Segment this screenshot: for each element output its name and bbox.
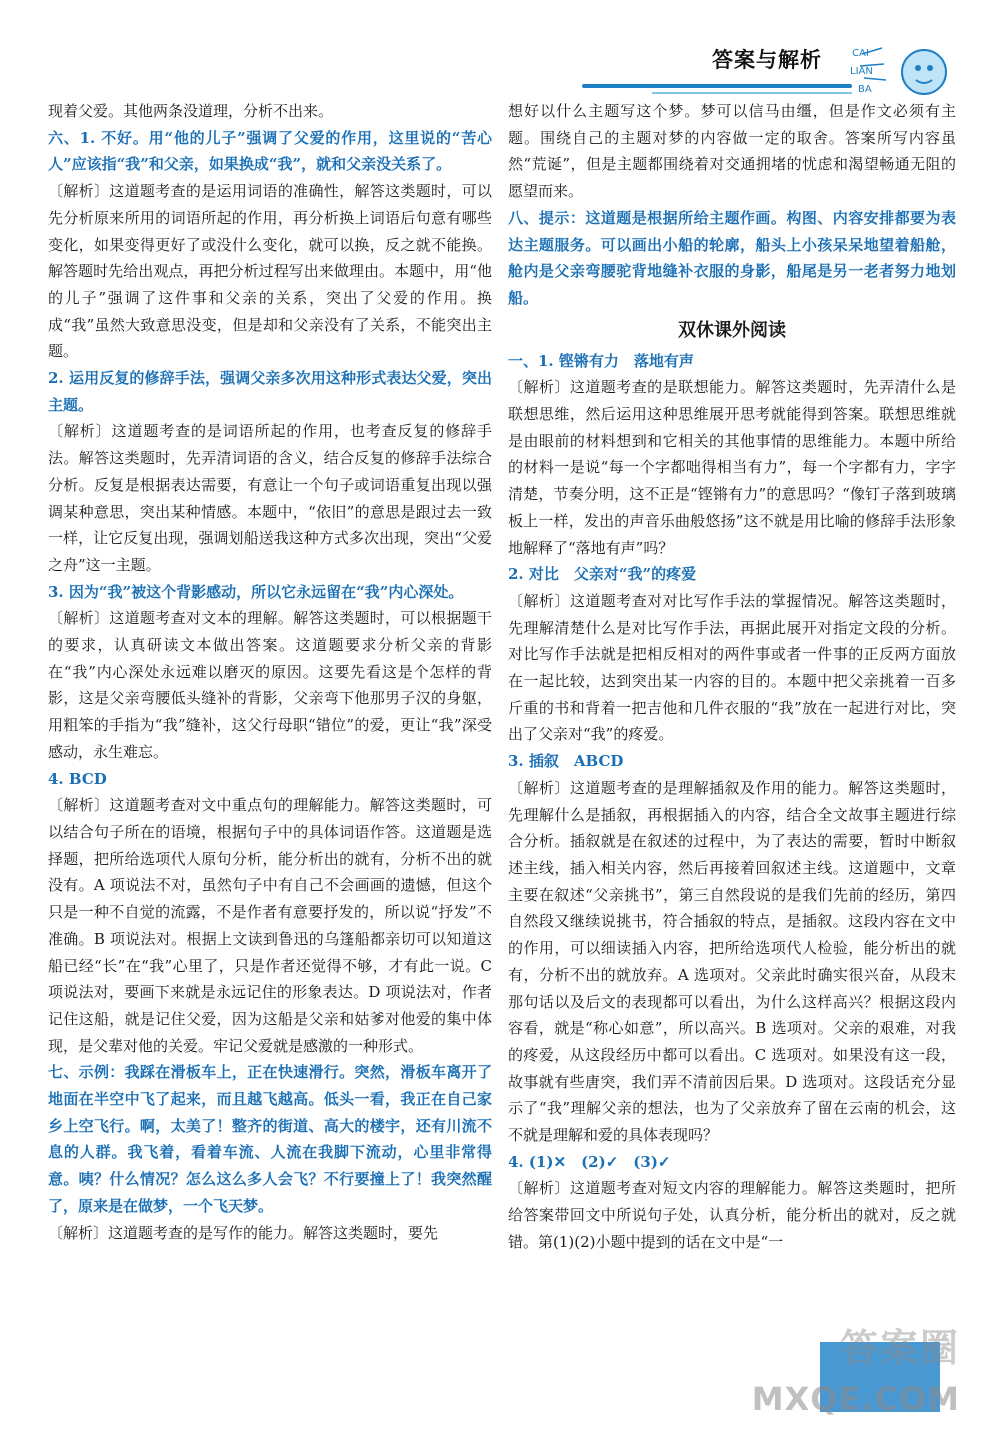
left-answer-6-3: 3. 因为“我”被这个背影感动，所以它永远留在“我”内心深处。 (48, 582, 464, 601)
left-answer-7: 七、示例：我踩在滑板车上，正在快速滑行。突然，滑板车离开了地面在半空中飞了起来，而且越飞越高。低头一看，我正在自己家乡上空飞行。啊，太美了！整齐的街道、高大的楼宇，还有川流不息的人群。我飞着，看着车流、人流在我脚下流动，心里非常得意。咦？什么情况？怎么这么多人会飞？不行要撞上了！我突然醒了，原来是在做梦，一个飞天梦。 (48, 1063, 492, 1215)
header-title: 答案与解析 (712, 48, 822, 72)
logo-text-cai: CAI (852, 48, 869, 59)
left-paragraph-0: 现着父爱。其他两条没道理，分析不出来。 (48, 102, 334, 120)
watermark-url: MXQE.COM (751, 1380, 960, 1418)
logo-text-lian: LIAN (850, 66, 873, 77)
right-analysis-1-4: 〔解析〕这道题考查对短文内容的理解能力。解答这类题时，把所给答案带回文中所说句子处，认真分析，能分析出的就对，反之就错。第(1)(2)小题中提到的话在文中是“一 (508, 1179, 956, 1251)
right-answer-1-2: 2. 对比 父亲对“我”的疼爱 (508, 565, 697, 584)
right-answer-1-4: 4. (1)✕ (2)✓ (3)✓ (508, 1152, 671, 1171)
right-column (508, 98, 956, 1256)
right-analysis-1-2: 〔解析〕这道题考查对对比写作手法的掌握情况。解答这类题时，先理解清楚什么是对比写作手法，再据此展开对指定文段的分析。对比写作手法就是把相反相对的两件事或者一件事的正反两方面放在一起比较，达到突出某一内容的目的。本题中把父亲挑着一百多斤重的书和背着一把吉他和几件衣服的“我”放在一起进行对比，突出了父亲对“我”的疼爱。 (508, 591, 956, 744)
left-column (48, 98, 492, 1246)
right-paragraph-0: 想好以什么主题写这个梦。梦可以信马由缰，但是作文必须有主题。围绕自己的主题对梦的内容做一定的取舍。答案所写内容虽然“荒诞”，但是主题都围绕着对交通拥堵的忧虑和渴望畅通无阻的愿望而来。 (508, 102, 956, 201)
right-analysis-1-3: 〔解析〕这道题考查的是理解插叙及作用的能力。解答这类题时，先理解什么是插叙，再根据插入的内容，结合全文故事主题进行综合分析。插叙就是在叙述的过程中，为了表达的需要，暂时中断叙述主线，插入相关内容，然后再接着回叙述主线。这道题中，文章主要在叙述“父亲挑书”，第三自然段说的是我们先前的经历，第四自然段又继续说挑书，符合插叙的特点，是插叙。这段内容在文中的作用，可以细读插入内容，把所给选项代人检验，能分析出的就有，分析不出的就放弃。A 选项对。父亲此时确实很兴奋，从段末那句话以及后文的表现都可以看出，为什么这样高兴？根据这段内容看，就是“称心如意”，所以高兴。B 选项对。父亲的艰难，对我的疼爱，从这段经历中都可以看出。C 选项对。如果没有这一段，故事就有些唐突，我们弄不清前因后果。D 选项对。这段话充分显示了“我”理解父亲的想法，也为了父亲放弃了留在云南的机会，这不就是理解和爱的具体表现吗？ (508, 778, 956, 1145)
right-answer-1-1: 一、1. 铿锵有力 落地有声 (508, 351, 694, 370)
left-analysis-7: 〔解析〕这道题考查的是写作的能力。解答这类题时，要先 (48, 1223, 439, 1242)
left-analysis-6-1: 〔解析〕这道题考查的是运用词语的准确性，解答这类题时，可以先分析原来所用的词语所起的作用，再分析换上词语后句意有哪些变化，如果变得更好了或没什么变化，就可以换，反之就不能换。解答题时先给出观点，再把分析过程写出来做理由。本题中，用“他的儿子”强调了这件事和父亲的关系，突出了父爱的作用。换成“我”虽然大致意思没变，但是却和父亲没有了关系，不能突出主题。 (48, 182, 492, 361)
section-title: 双休课外阅读 (678, 319, 786, 341)
left-answer-6-4: 4. BCD (48, 769, 107, 788)
right-answer-8: 八、提示：这道题是根据所给主题作画。构图、内容安排都要为表达主题服务。可以画出小船的轮廓，船头上小孩呆呆地望着船舱，舱内是父亲弯腰驼背地缝补衣服的身影，船尾是另一老者努力地划船。 (508, 208, 956, 307)
left-answer-6-1: 六、1. 不好。用“他的儿子”强调了父爱的作用，这里说的“苦心人”应该指“我”和父亲，如果换成“我”，就和父亲没关系了。 (48, 128, 492, 174)
left-analysis-6-2: 〔解析〕这道题考查的是词语所起的作用，也考查反复的修辞手法。解答这类题时，先弄清词语的含义，结合反复的修辞手法综合分析。反复是根据表达需要，有意让一个句子或词语重复出现以强调某种意思，突出某种情感。本题中，“依旧”的意思是跟过去一致一样，让它反复出现，强调划船送我这种方式多次出现，突出“父爱之舟”这一主题。 (48, 422, 492, 574)
header-rule (582, 84, 852, 88)
right-analysis-1-1: 〔解析〕这道题考查的是联想能力。解答这类题时，先弄清什么是联想思维，然后运用这种思维展开思考就能得到答案。联想思维就是由眼前的材料想到和它相关的其他事情的思维能力。本题中所给的材料一是说“每一个字都咄得相当有力”，每一个字都有力，字字清楚，节奏分明，这不正是“铿锵有力”的意思吗？“像钉子落到玻璃板上一样，发出的声音乐曲般悠扬”这不就是用比喻的修辞手法形象地解释了“落地有声”吗？ (508, 378, 956, 557)
header-rule-secondary (652, 92, 852, 94)
watermark-logo: 答案圈 (839, 1326, 960, 1370)
logo-text-ba: BA (858, 84, 872, 95)
right-answer-1-3: 3. 插叙 ABCD (508, 752, 624, 771)
left-analysis-6-4: 〔解析〕这道题考查对文中重点句的理解能力。解答这类题时，可以结合句子所在的语境，根据句子中的具体词语作答。这道题是选择题，把所给选项代人原句分析，能分析出的就有，分析不出的就没有。A 项说法不对，虽然句子中有自己不会画画的遗憾，但这个只是一种不自觉的流露，不是作者有意要抒发的，所以说“抒发”不准确。B 项说法对。根据上文读到鲁迅的乌篷船都亲切可以知道这船已经“长”在“我”心里了，只是作者还觉得不够，才有此一说。C 项说法对，要画下来就是永远记住的形象表达。D 项说法对，作者记住这船，就是记住父爱，因为这船是父亲和姑爹对他爱的集中体现，是父辈对他的关爱。牢记父爱就是感激的一种形式。 (48, 796, 492, 1055)
left-answer-6-2: 2. 运用反复的修辞手法，强调父亲多次用这种形式表达父爱，突出主题。 (48, 369, 492, 414)
left-analysis-6-3: 〔解析〕这道题考查对文本的理解。解答这类题时，可以根据题干的要求，认真研读文本做出答案。这道题要求分析父亲的背影在“我”内心深处永远难以磨灭的原因。这要先看这是个怎样的背影，这是父亲弯腰低头缝补的背影，父亲弯下他那男子汉的身躯，用粗笨的手指为“我”缝补，这父行母职“错位”的爱，更让“我”深受感动，永生难忘。 (48, 609, 492, 761)
